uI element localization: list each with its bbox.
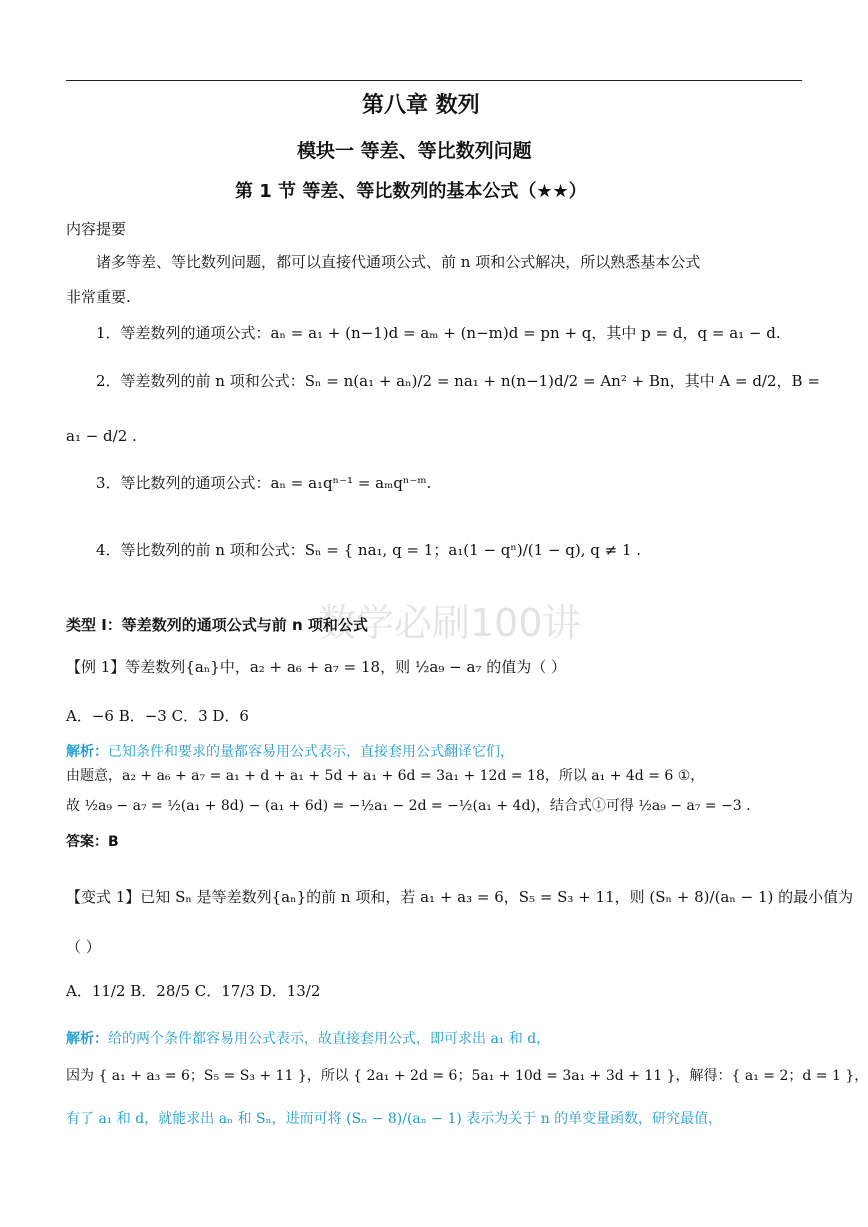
formula-item-2-cont: a₁ − d/2 . <box>66 427 137 445</box>
formula-item-4: 4．等比数列的前 n 项和公式：Sₙ = { na₁, q = 1；a₁(1 − qⁿ)/(1 − q), q ≠ 1 . <box>96 541 642 559</box>
variant1-question: 【变式 1】已知 Sₙ 是等差数列{aₙ}的前 n 项和，若 a₁ + a₃ = 6，S₅ = S₃ + 11，则 (Sₙ + 8)/(aₙ − 1) 的最小值为 <box>66 888 854 906</box>
example1-question: 【例 1】等差数列{aₙ}中，a₂ + a₆ + a₇ = 18，则 ½a₉ − a₇ 的值为（ ） <box>66 658 566 676</box>
variant1-step-2: 有了 a₁ 和 d，就能求出 aₙ 和 Sₙ，进而可将 (Sₙ − 8)/(aₙ − 1) 表示为关于 n 的单变量函数，研究最值， <box>66 1111 723 1127</box>
type1-title: 类型 I：等差数列的通项公式与前 n 项和公式 <box>66 616 368 634</box>
intro-paragraph-cont: 非常重要. <box>66 288 131 306</box>
watermark: 数学必刷100讲 <box>318 601 581 645</box>
module-title: 模块一 等差、等比数列问题 <box>297 140 532 162</box>
intro-paragraph: 诸多等差、等比数列问题，都可以直接代通项公式、前 n 项和公式解决，所以熟悉基本公式 <box>96 253 701 271</box>
section-title: 第 1 节 等差、等比数列的基本公式（★★） <box>235 181 587 202</box>
example1-options: A．−6 B．−3 C．3 D．6 <box>66 707 249 725</box>
example1-answer: 答案：B <box>66 834 119 850</box>
header-rule <box>66 80 802 81</box>
example1-analysis <box>66 741 514 761</box>
variant1-analysis-hint: 给的两个条件都容易用公式表示，故直接套用公式，即可求出 a₁ 和 d， <box>108 1031 551 1047</box>
chapter-title: 第八章 数列 <box>362 93 480 118</box>
intro-label: 内容提要 <box>66 220 127 238</box>
variant1-question-cont: （ ） <box>66 938 101 956</box>
example1-analysis-label: 解析： <box>66 744 108 760</box>
variant1-analysis <box>66 1028 550 1048</box>
variant1-analysis-label: 解析： <box>66 1031 108 1047</box>
variant1-options: A．11/2 B．28/5 C．17/3 D．13/2 <box>66 982 321 1000</box>
variant1-step-1: 因为 { a₁ + a₃ = 6；S₅ = S₃ + 11 }，所以 { 2a₁ + 2d = 6；5a₁ + 10d = 3a₁ + 3d + 11 }，解得：{ a₁ = 2；d = 1 }， <box>66 1068 868 1084</box>
example1-step-2: 故 ½a₉ − a₇ = ½(a₁ + 8d) − (a₁ + 6d) = −½a₁ − 2d = −½(a₁ + 4d)，结合式①可得 ½a₉ − a₇ = −3 . <box>66 798 751 814</box>
formula-item-3: 3．等比数列的通项公式：aₙ = a₁qⁿ⁻¹ = aₘqⁿ⁻ᵐ. <box>96 474 432 492</box>
formula-item-1: 1．等差数列的通项公式：aₙ = a₁ + (n−1)d = aₘ + (n−m)d = pn + q，其中 p = d，q = a₁ − d. <box>96 324 781 342</box>
example1-step-1: 由题意，a₂ + a₆ + a₇ = a₁ + d + a₁ + 5d + a₁ + 6d = 3a₁ + 12d = 18，所以 a₁ + 4d = 6 ①， <box>66 768 705 784</box>
formula-item-2: 2．等差数列的前 n 项和公式：Sₙ = n(a₁ + aₙ)/2 = na₁ + n(n−1)d/2 = An² + Bn，其中 A = d/2，B = <box>96 372 820 390</box>
example1-analysis-hint: 已知条件和要求的量都容易用公式表示，直接套用公式翻译它们， <box>108 744 514 760</box>
